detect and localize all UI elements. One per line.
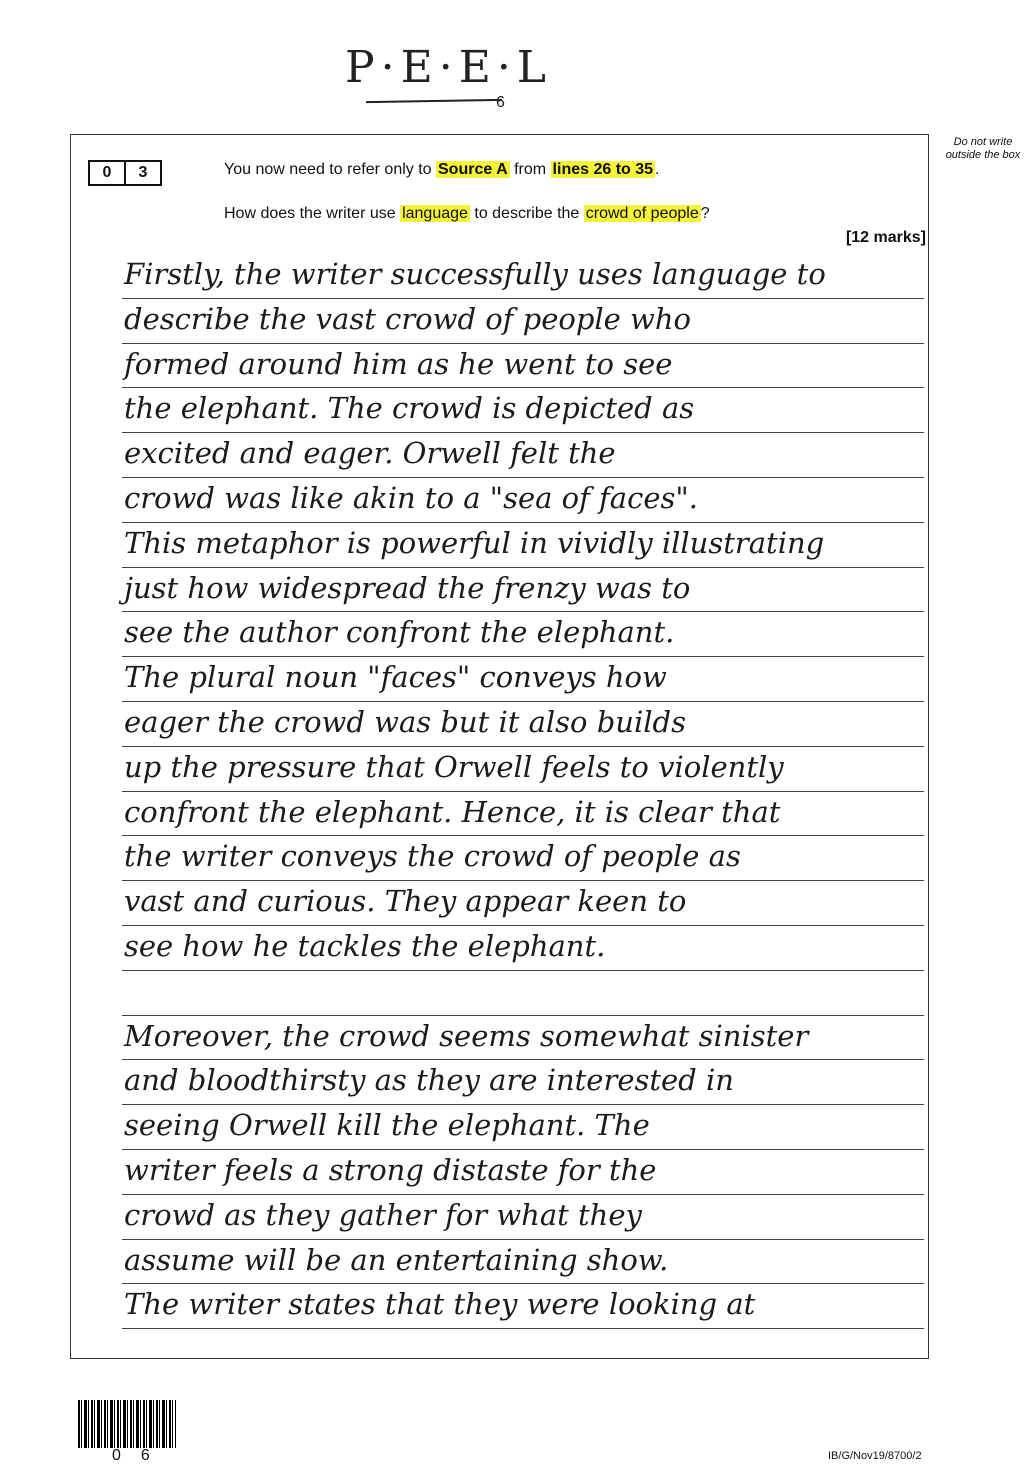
barcode (78, 1400, 176, 1448)
answer-line: see the author confront the elephant. (122, 612, 924, 657)
question-digit: 0 (102, 164, 112, 181)
marks-label: [12 marks] (845, 229, 926, 246)
answer-line: The writer states that they were looking at (122, 1284, 924, 1329)
answer-line: and bloodthirsty as they are interested in (122, 1060, 924, 1105)
answer-line: confront the elephant. Hence, it is clear that (122, 792, 924, 837)
question-prompt (224, 205, 710, 223)
answer-line: The plural noun "faces" conveys how (122, 657, 924, 702)
question-number-box (88, 160, 162, 186)
answer-line: vast and curious. They appear keen to (122, 881, 924, 926)
prompt-text: How does the writer use (224, 205, 401, 222)
answer-line: Firstly, the writer successfully uses language to (122, 254, 924, 299)
answer-line: just how widespread the frenzy was to (122, 568, 924, 613)
answer-line: eager the crowd was but it also builds (122, 702, 924, 747)
answer-line: Moreover, the crowd seems somewhat sinister (122, 1016, 924, 1061)
highlight-crowd: crowd of people (585, 205, 699, 222)
question-digit: 3 (124, 162, 160, 184)
answer-line: up the pressure that Orwell feels to violently (122, 747, 924, 792)
answer-line: This metaphor is powerful in vividly illustrating (122, 523, 924, 568)
answer-line: seeing Orwell kill the elephant. The (122, 1105, 924, 1150)
answer-line: the elephant. The crowd is depicted as (122, 388, 924, 433)
answer-line: describe the vast crowd of people who (122, 299, 924, 344)
answer-line: excited and eager. Orwell felt the (122, 433, 924, 478)
question-instruction (224, 161, 660, 179)
handwritten-answer (122, 254, 924, 1329)
highlight-language: language (402, 205, 468, 222)
highlight-lines: lines 26 to 35 (552, 161, 654, 178)
prompt-text: to describe the (469, 205, 584, 222)
answer-line: crowd was like akin to a "sea of faces". (122, 478, 924, 523)
page-number: 6 (496, 94, 505, 111)
answer-line: crowd as they gather for what they (122, 1195, 924, 1240)
answer-line: formed around him as he went to see (122, 344, 924, 389)
margin-note: Do not write outside the box (945, 136, 1021, 161)
paper-code: IB/G/Nov19/8700/2 (828, 1450, 922, 1462)
instruction-text: . (655, 161, 660, 178)
prompt-text: ? (700, 205, 710, 222)
title-underline (366, 99, 502, 103)
answer-line: see how he tackles the elephant. (122, 926, 924, 971)
answer-line: assume will be an entertaining show. (122, 1240, 924, 1285)
answer-line: writer feels a strong distaste for the (122, 1150, 924, 1195)
barcode-number: 06 (112, 1447, 170, 1464)
handwritten-title: P·E·E·L (345, 42, 553, 93)
instruction-text: from (509, 161, 551, 178)
instruction-text: You now need to refer only to (224, 161, 436, 178)
highlight-source: Source A (438, 161, 508, 178)
answer-line: the writer conveys the crowd of people as (122, 836, 924, 881)
answer-line (122, 971, 924, 1016)
